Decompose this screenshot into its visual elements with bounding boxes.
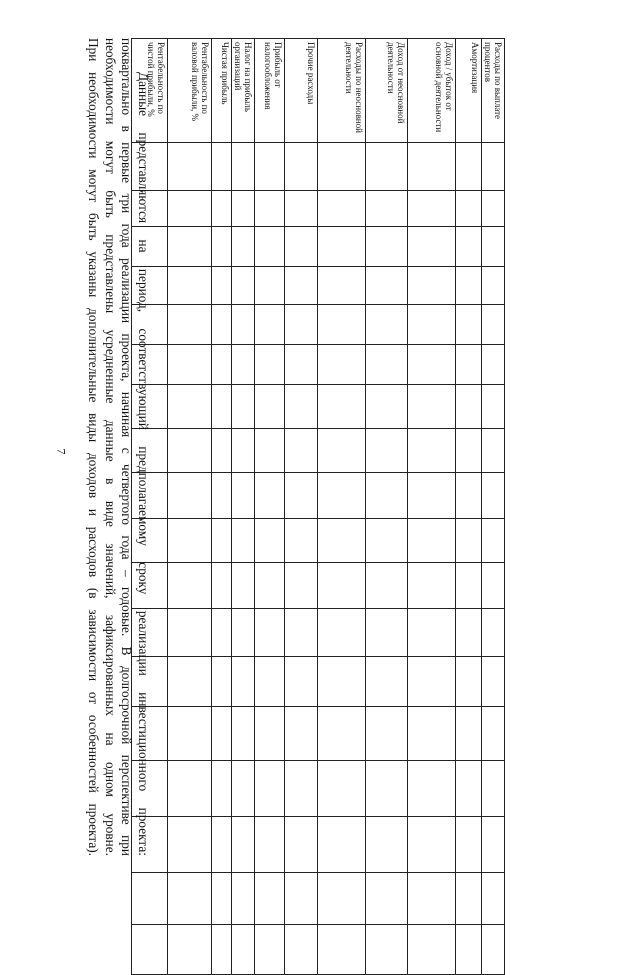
- table-cell: [456, 227, 482, 267]
- table-cell: [408, 191, 456, 227]
- table-cell: [212, 385, 232, 429]
- table-cell: [318, 609, 366, 657]
- table-cell: [366, 761, 408, 817]
- paragraph-line: При необходимости могут быть указаны дополнительные виды доходов и расходов (в зависимости от особенностей проекта).: [86, 38, 102, 856]
- table-cell: [168, 385, 212, 429]
- table-cell: [366, 817, 408, 873]
- table-cell: [366, 429, 408, 473]
- table-cell: [212, 609, 232, 657]
- table-cell: [232, 657, 255, 707]
- table-cell: [168, 817, 212, 873]
- table-cell: [285, 925, 318, 975]
- table-cell: [212, 429, 232, 473]
- table-cell: [212, 345, 232, 385]
- table-cell: [168, 657, 212, 707]
- table-cell: [255, 873, 285, 925]
- table-cell: [285, 385, 318, 429]
- table-cell: [482, 609, 505, 657]
- table-cell: [285, 267, 318, 305]
- table-cell: [285, 563, 318, 609]
- table-cell: [232, 429, 255, 473]
- table-cell: [318, 227, 366, 267]
- table-cell: [366, 707, 408, 761]
- table-cell: [232, 191, 255, 227]
- table-cell: [285, 429, 318, 473]
- table-cell: [408, 227, 456, 267]
- table-cell: [285, 817, 318, 873]
- table-cell: [168, 609, 212, 657]
- table-cell: [366, 345, 408, 385]
- table-cell: [318, 143, 366, 191]
- table-cell: [456, 817, 482, 873]
- table-cell: [366, 143, 408, 191]
- table-cell: [408, 267, 456, 305]
- table-cell: [285, 227, 318, 267]
- table-cell: [285, 473, 318, 519]
- table-cell: [285, 657, 318, 707]
- table-cell: [318, 267, 366, 305]
- table-row: [318, 39, 366, 975]
- table-cell: [168, 305, 212, 345]
- table-cell: [168, 563, 212, 609]
- table-cell: [318, 817, 366, 873]
- table-cell: [168, 761, 212, 817]
- table-cell: [232, 473, 255, 519]
- table-cell: [232, 761, 255, 817]
- notes-paragraph: [85, 38, 151, 856]
- table-cell: [366, 305, 408, 345]
- table-cell: [212, 657, 232, 707]
- table-cell: [408, 345, 456, 385]
- table-cell: [482, 227, 505, 267]
- table-cell: [255, 267, 285, 305]
- table-cell: [456, 143, 482, 191]
- table-cell: [408, 873, 456, 925]
- table-cell: [255, 385, 285, 429]
- table-cell: [168, 191, 212, 227]
- table-cell: [212, 473, 232, 519]
- table-row: [456, 39, 482, 975]
- table-cell: [232, 707, 255, 761]
- table-cell: [482, 657, 505, 707]
- row-label: Амортизация: [456, 39, 482, 143]
- table-cell: [285, 519, 318, 563]
- table-cell: [285, 761, 318, 817]
- financial-indicators-table: [131, 38, 505, 975]
- table-row: [168, 39, 212, 975]
- table-cell: [456, 609, 482, 657]
- table-cell: [482, 519, 505, 563]
- table-cell: [482, 563, 505, 609]
- table-cell: [482, 873, 505, 925]
- table-cell: [255, 817, 285, 873]
- table-row: [482, 39, 505, 975]
- table-cell: [212, 563, 232, 609]
- table-cell: [456, 873, 482, 925]
- table-cell: [366, 563, 408, 609]
- table-cell: [255, 609, 285, 657]
- table-cell: [255, 429, 285, 473]
- table-cell: [132, 873, 168, 925]
- table-cell: [318, 385, 366, 429]
- table-cell: [318, 429, 366, 473]
- table-cell: [212, 925, 232, 975]
- table-cell: [408, 609, 456, 657]
- table-cell: [366, 657, 408, 707]
- table-cell: [408, 707, 456, 761]
- row-label: Прибыль от налогообложения: [255, 39, 285, 143]
- table-cell: [482, 345, 505, 385]
- table-cell: [366, 473, 408, 519]
- row-label: Налог на прибыль организаций: [232, 39, 255, 143]
- paragraph-line: необходимости могут быть представлены усредненные данные в виде значений, зафиксированных на одном уровне.: [102, 38, 118, 856]
- table-cell: [255, 657, 285, 707]
- table-cell: [232, 305, 255, 345]
- table-cell: [456, 473, 482, 519]
- rotated-page-content: [83, 38, 505, 856]
- table-cell: [456, 429, 482, 473]
- table-cell: [212, 143, 232, 191]
- table-cell: [366, 267, 408, 305]
- table-cell: [408, 657, 456, 707]
- table-cell: [255, 227, 285, 267]
- table-cell: [212, 707, 232, 761]
- table-cell: [168, 227, 212, 267]
- paragraph-line: Данные представляются на период, соответствующий предполагаемому сроку реализации инвестиционного проекта:: [136, 72, 151, 856]
- table-cell: [408, 925, 456, 975]
- table-cell: [366, 609, 408, 657]
- table-cell: [318, 191, 366, 227]
- table-cell: [232, 817, 255, 873]
- table-row: [255, 39, 285, 975]
- table-cell: [482, 707, 505, 761]
- table-cell: [168, 925, 212, 975]
- table-cell: [255, 191, 285, 227]
- table-cell: [168, 873, 212, 925]
- row-label: Доход / убыток от основной деятельности: [408, 39, 456, 143]
- table-cell: [255, 563, 285, 609]
- table-cell: [482, 817, 505, 873]
- table-cell: [168, 473, 212, 519]
- table-row: [285, 39, 318, 975]
- table-cell: [482, 191, 505, 227]
- table-cell: [456, 925, 482, 975]
- table-cell: [408, 563, 456, 609]
- table-cell: [408, 817, 456, 873]
- table-cell: [255, 305, 285, 345]
- table-row: [366, 39, 408, 975]
- table-cell: [285, 345, 318, 385]
- table-cell: [285, 305, 318, 345]
- row-label: Расходы по неосновной деятельности: [318, 39, 366, 143]
- table-cell: [255, 761, 285, 817]
- table-row: [212, 39, 232, 975]
- table-cell: [285, 707, 318, 761]
- table-cell: [232, 345, 255, 385]
- row-label: Рентабельность по валовой прибыли, %: [168, 39, 212, 143]
- table-cell: [318, 305, 366, 345]
- table-cell: [318, 473, 366, 519]
- table-cell: [456, 385, 482, 429]
- table-cell: [482, 473, 505, 519]
- table-cell: [456, 191, 482, 227]
- table-cell: [456, 519, 482, 563]
- table-cell: [318, 345, 366, 385]
- table-cell: [318, 873, 366, 925]
- table-cell: [408, 519, 456, 563]
- table-cell: [408, 429, 456, 473]
- table-cell: [285, 191, 318, 227]
- table-cell: [408, 385, 456, 429]
- table-cell: [232, 267, 255, 305]
- table-cell: [255, 345, 285, 385]
- table-cell: [255, 473, 285, 519]
- table-cell: [285, 873, 318, 925]
- table-cell: [408, 761, 456, 817]
- table-cell: [255, 925, 285, 975]
- table-cell: [232, 227, 255, 267]
- table-cell: [482, 267, 505, 305]
- table-cell: [482, 761, 505, 817]
- table-cell: [482, 385, 505, 429]
- paragraph-line: поквартально в первые три года реализации проекта, начиная с четвертого года – годовые. В долгосрочной перспективе при: [119, 38, 135, 856]
- table-cell: [318, 707, 366, 761]
- table-cell: [285, 609, 318, 657]
- table-cell: [232, 143, 255, 191]
- table-cell: [318, 925, 366, 975]
- table-cell: [366, 227, 408, 267]
- table-row: [232, 39, 255, 975]
- table-cell: [232, 925, 255, 975]
- table-cell: [456, 305, 482, 345]
- table-cell: [456, 761, 482, 817]
- table-cell: [456, 345, 482, 385]
- table-cell: [232, 385, 255, 429]
- table-cell: [456, 267, 482, 305]
- table-cell: [232, 609, 255, 657]
- table-cell: [482, 925, 505, 975]
- table-cell: [285, 143, 318, 191]
- table-cell: [482, 143, 505, 191]
- table-cell: [318, 519, 366, 563]
- table-cell: [168, 519, 212, 563]
- table-cell: [482, 305, 505, 345]
- table-cell: [456, 563, 482, 609]
- table-row: [408, 39, 456, 975]
- table-cell: [232, 563, 255, 609]
- table-cell: [212, 191, 232, 227]
- table-cell: [408, 473, 456, 519]
- table-cell: [168, 345, 212, 385]
- table-cell: [482, 429, 505, 473]
- table-cell: [366, 925, 408, 975]
- page-number: 7: [54, 448, 69, 455]
- table-cell: [232, 873, 255, 925]
- table-cell: [212, 817, 232, 873]
- table-cell: [255, 707, 285, 761]
- table-cell: [168, 267, 212, 305]
- row-label: Прочие расходы: [285, 39, 318, 143]
- row-label: Чистая прибыль: [212, 39, 232, 143]
- table-cell: [212, 267, 232, 305]
- table-cell: [408, 143, 456, 191]
- table-cell: [212, 873, 232, 925]
- table-cell: [212, 227, 232, 267]
- table-cell: [456, 657, 482, 707]
- table-cell: [318, 563, 366, 609]
- table-cell: [408, 305, 456, 345]
- table-cell: [366, 873, 408, 925]
- table-cell: [318, 761, 366, 817]
- table-cell: [232, 519, 255, 563]
- row-label: Расходы по выплате процентов: [482, 39, 505, 143]
- table-cell: [366, 385, 408, 429]
- table-cell: [366, 519, 408, 563]
- table-cell: [255, 143, 285, 191]
- table-cell: [132, 925, 168, 975]
- table-cell: [212, 305, 232, 345]
- table-cell: [456, 707, 482, 761]
- row-label: Рентабельность по чистой прибыли, %: [132, 39, 168, 143]
- table-cell: [366, 191, 408, 227]
- table-cell: [318, 657, 366, 707]
- table-cell: [212, 519, 232, 563]
- table-cell: [255, 519, 285, 563]
- table-cell: [168, 429, 212, 473]
- table-cell: [212, 761, 232, 817]
- table-cell: [168, 143, 212, 191]
- table-cell: [168, 707, 212, 761]
- row-label: Доход от неосновной деятельности: [366, 39, 408, 143]
